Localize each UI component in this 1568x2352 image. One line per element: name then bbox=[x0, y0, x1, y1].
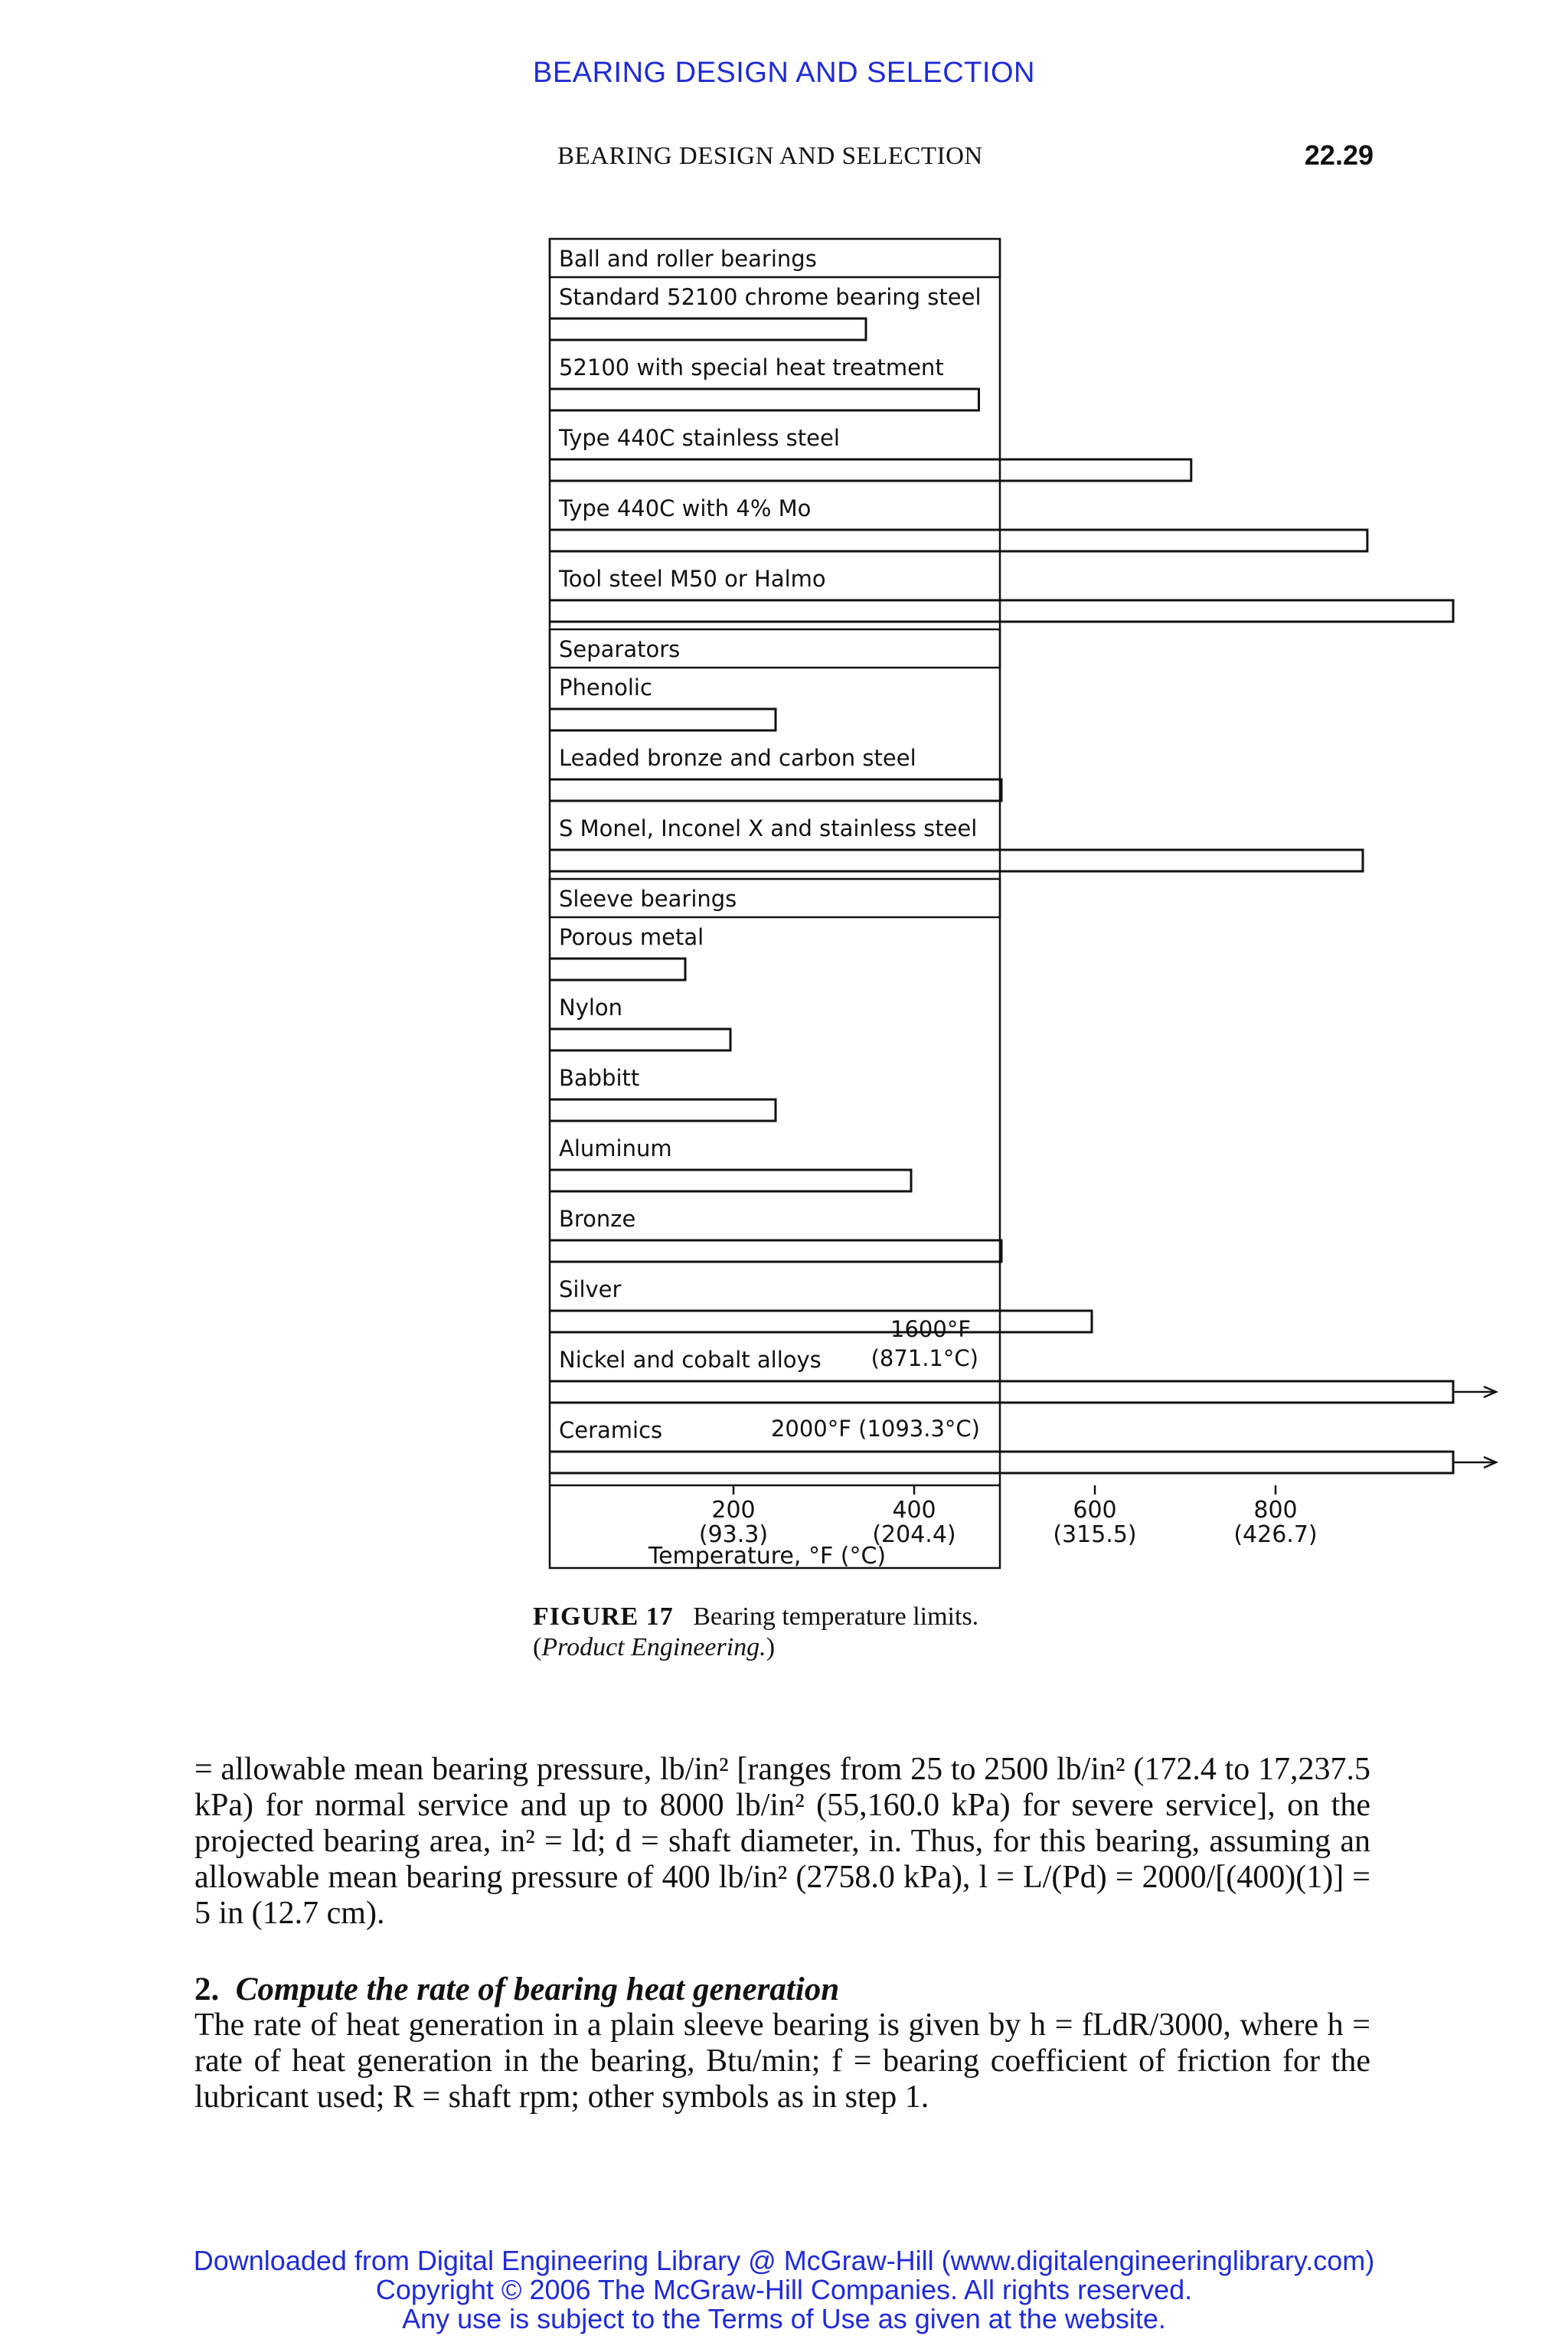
page-number: 22.29 bbox=[1304, 139, 1374, 171]
bar-label: S Monel, Inconel X and stainless steel bbox=[559, 815, 978, 841]
bar-label: Nickel and cobalt alloys bbox=[559, 1347, 822, 1373]
step-heading bbox=[194, 1971, 839, 2008]
bar bbox=[550, 850, 1363, 871]
bar-label: Silver bbox=[559, 1276, 622, 1302]
bearing-temperature-chart bbox=[544, 236, 1318, 1583]
bar-label: Babbitt bbox=[559, 1065, 640, 1091]
x-tick-label-celsius: (204.4) bbox=[872, 1521, 956, 1548]
bar bbox=[550, 389, 979, 410]
bar-label: Bronze bbox=[559, 1206, 636, 1232]
bar-annotation: 2000°F (1093.3°C) bbox=[770, 1416, 980, 1442]
caption-paren-close: ) bbox=[766, 1633, 776, 1661]
figure-label: FIGURE 17 bbox=[533, 1602, 674, 1631]
bar-annotation: (871.1°C) bbox=[871, 1345, 978, 1371]
bar bbox=[550, 1099, 776, 1121]
bar bbox=[550, 1311, 1092, 1332]
bar bbox=[550, 530, 1367, 551]
bar-label: Type 440C stainless steel bbox=[559, 425, 840, 451]
figure-source: Product Engineering. bbox=[541, 1633, 766, 1661]
figure-caption-text: Bearing temperature limits. bbox=[693, 1602, 979, 1631]
footer bbox=[0, 2246, 1568, 2334]
bar bbox=[550, 318, 866, 340]
section-title: Separators bbox=[559, 636, 681, 662]
x-tick-label-celsius: (315.5) bbox=[1053, 1521, 1137, 1548]
section-title: Sleeve bearings bbox=[559, 886, 737, 912]
x-tick-label: 200 bbox=[711, 1497, 756, 1524]
bar-label: Aluminum bbox=[559, 1135, 672, 1161]
bar-label: Phenolic bbox=[559, 675, 652, 701]
x-tick-label-celsius: (93.3) bbox=[698, 1521, 769, 1548]
bar bbox=[550, 1381, 1453, 1403]
step-paragraph: The rate of heat generation in a plain sleeve bearing is given by h = fLdR/3000, where h = rate of heat generation in the bearing, Btu/min; f = bearing coefficient of friction for the lubricant used; R = shaft rpm; other symbols as in step 1. bbox=[194, 2007, 1370, 2115]
bar-label: 52100 with special heat treatment bbox=[559, 354, 944, 381]
bar-label: Standard 52100 chrome bearing steel bbox=[559, 284, 982, 310]
figure-caption bbox=[533, 1602, 1038, 1663]
bar-label: Porous metal bbox=[559, 924, 704, 950]
step-title: Compute the rate of bearing heat generation bbox=[235, 1971, 840, 2007]
x-tick-label: 800 bbox=[1253, 1497, 1298, 1524]
bar bbox=[550, 779, 1001, 801]
running-head: BEARING DESIGN AND SELECTION bbox=[557, 142, 983, 170]
step-number: 2. bbox=[194, 1971, 220, 2007]
bar bbox=[550, 1029, 730, 1050]
top-source-link[interactable]: BEARING DESIGN AND SELECTION bbox=[533, 57, 1035, 89]
bar bbox=[550, 1452, 1453, 1473]
body-paragraph: = allowable mean bearing pressure, lb/in² [ranges from 25 to 2500 lb/in² (172.4 to 17,237.5 kPa) for normal service and up to 8000 lb/in² (55,160.0 kPa) for severe service], on the projected bearing area, in² = ld; d = shaft diameter, in. Thus, for this bearing, assuming an allowable mean bearing pressure of 400 lb/in² (2758.0 kPa), l = L/(Pd) = 2000/[(400)(1)] = 5 in (12.7 cm). bbox=[194, 1752, 1370, 1931]
bar-label: Tool steel M50 or Halmo bbox=[559, 566, 826, 592]
x-tick-label: 600 bbox=[1073, 1497, 1117, 1524]
bar bbox=[550, 709, 776, 730]
x-tick-label: 400 bbox=[892, 1497, 936, 1524]
bar-label: Nylon bbox=[559, 995, 623, 1021]
bar-label: Leaded bronze and carbon steel bbox=[559, 745, 916, 771]
caption-paren-open: ( bbox=[533, 1633, 542, 1661]
footer-copyright: Copyright © 2006 The McGraw-Hill Companies. All rights reserved. bbox=[375, 2274, 1193, 2305]
footer-download-link[interactable]: Downloaded from Digital Engineering Library @ McGraw-Hill (www.digitalengineeringlibrary.com) bbox=[193, 2245, 1375, 2276]
bar-label: Type 440C with 4% Mo bbox=[559, 495, 812, 521]
bar bbox=[550, 600, 1453, 622]
bar-annotation: 1600°F bbox=[890, 1316, 971, 1342]
bar bbox=[550, 959, 685, 980]
footer-terms: Any use is subject to the Terms of Use as given at the website. bbox=[402, 2303, 1166, 2334]
bar bbox=[550, 1170, 911, 1191]
x-axis-label: Temperature, °F (°C) bbox=[648, 1543, 887, 1570]
x-tick-label-celsius: (426.7) bbox=[1233, 1521, 1318, 1548]
section-title: Ball and roller bearings bbox=[559, 246, 817, 272]
chart-svg bbox=[544, 236, 1318, 1583]
bar bbox=[550, 1240, 1001, 1262]
bar-label: Ceramics bbox=[559, 1417, 663, 1443]
bar bbox=[550, 459, 1191, 481]
